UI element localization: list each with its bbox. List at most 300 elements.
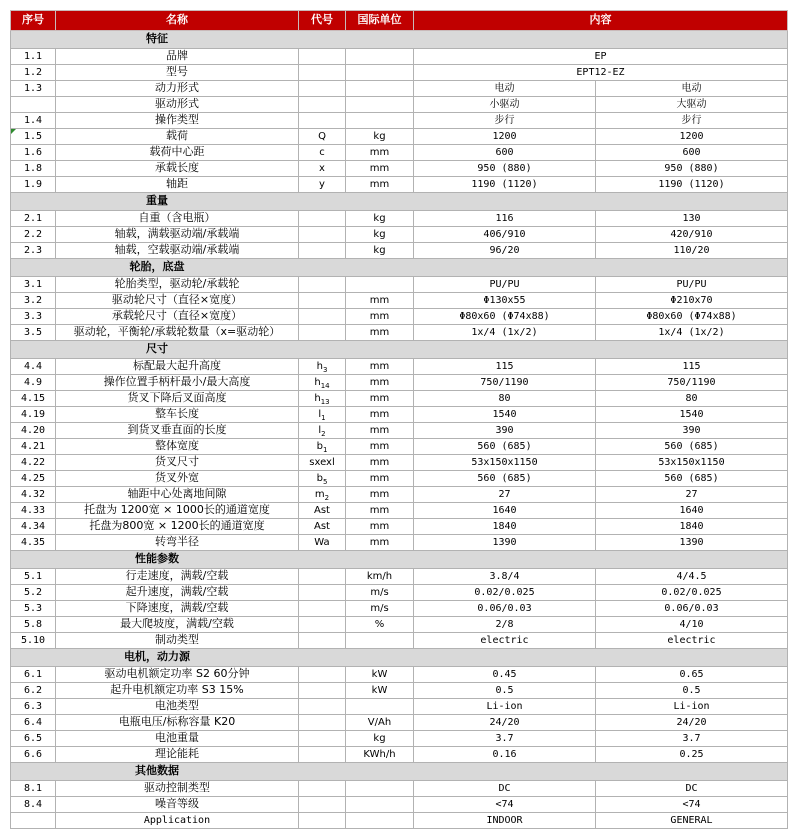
- cell-value-1: 0.06/0.03: [414, 601, 596, 617]
- cell-unit: [346, 49, 414, 65]
- cell-value-1: Li-ion: [414, 699, 596, 715]
- section-title-cell: [11, 193, 788, 211]
- cell-unit: mm: [346, 177, 414, 193]
- cell-value-2: 24/20: [596, 715, 788, 731]
- cell-code: [299, 797, 346, 813]
- cell-no: 4.9: [11, 375, 56, 391]
- cell-no: [11, 813, 56, 829]
- cell-unit: m/s: [346, 601, 414, 617]
- cell-no: 3.5: [11, 325, 56, 341]
- cell-no: 1.8: [11, 161, 56, 177]
- section-row: [11, 193, 788, 211]
- cell-value-1: Φ80x60 (Φ74x88): [414, 309, 596, 325]
- table-row: [11, 455, 788, 471]
- cell-code: [299, 601, 346, 617]
- cell-unit: %: [346, 617, 414, 633]
- table-row: [11, 423, 788, 439]
- table-row: [11, 715, 788, 731]
- cell-name: 整车长度: [56, 407, 299, 423]
- cell-value-1: 3.8/4: [414, 569, 596, 585]
- cell-code: [299, 391, 346, 407]
- cell-value-1: 80: [414, 391, 596, 407]
- cell-code: [299, 439, 346, 455]
- cell-value-1: 1200: [414, 129, 596, 145]
- cell-value-2: 1390: [596, 535, 788, 551]
- table-row: [11, 471, 788, 487]
- cell-name: 承载长度: [56, 161, 299, 177]
- cell-unit: [346, 97, 414, 113]
- cell-name: 理论能耗: [56, 747, 299, 763]
- cell-unit: kg: [346, 243, 414, 259]
- cell-name: 驱动形式: [56, 97, 299, 113]
- cell-no: 2.2: [11, 227, 56, 243]
- cell-unit: kW: [346, 683, 414, 699]
- cell-no: [11, 97, 56, 113]
- cell-no: 6.2: [11, 683, 56, 699]
- table-row: [11, 211, 788, 227]
- cell-value-2: 950 (880): [596, 161, 788, 177]
- cell-unit: m/s: [346, 585, 414, 601]
- cell-code: [299, 471, 346, 487]
- cell-code: [299, 49, 346, 65]
- cell-name: Application: [56, 813, 299, 829]
- cell-value-1: 24/20: [414, 715, 596, 731]
- table-row: [11, 391, 788, 407]
- cell-value-1: 2/8: [414, 617, 596, 633]
- cell-value-1: 0.45: [414, 667, 596, 683]
- cell-value-1: 96/20: [414, 243, 596, 259]
- cell-code: [299, 715, 346, 731]
- table-row: [11, 667, 788, 683]
- cell-value-2: 大驱动: [596, 97, 788, 113]
- cell-code: [299, 113, 346, 129]
- cell-code: [299, 81, 346, 97]
- cell-unit: mm: [346, 455, 414, 471]
- cell-unit: mm: [346, 503, 414, 519]
- cell-code: [299, 487, 346, 503]
- cell-value-2: 750/1190: [596, 375, 788, 391]
- cell-no: 4.20: [11, 423, 56, 439]
- cell-value-2: 1x/4 (1x/2): [596, 325, 788, 341]
- cell-value-2: Φ80x60 (Φ74x88): [596, 309, 788, 325]
- table-row: [11, 359, 788, 375]
- cell-no: 2.3: [11, 243, 56, 259]
- cell-name: 驱动控制类型: [56, 781, 299, 797]
- cell-value-2: 1640: [596, 503, 788, 519]
- cell-unit: mm: [346, 309, 414, 325]
- cell-unit: V/Ah: [346, 715, 414, 731]
- cell-value-merged: EPT12-EZ: [414, 65, 788, 81]
- cell-value-1: 600: [414, 145, 596, 161]
- cell-value-1: 560 (685): [414, 439, 596, 455]
- cell-value-2: 电动: [596, 81, 788, 97]
- cell-no: 8.4: [11, 797, 56, 813]
- cell-unit: [346, 81, 414, 97]
- cell-unit: [346, 699, 414, 715]
- cell-value-1: PU/PU: [414, 277, 596, 293]
- cell-name: 自重（含电瓶）: [56, 211, 299, 227]
- cell-no: 3.2: [11, 293, 56, 309]
- cell-name: 托盘为 1200宽 × 1000长的通道宽度: [56, 503, 299, 519]
- cell-value-1: 步行: [414, 113, 596, 129]
- cell-no: 4.33: [11, 503, 56, 519]
- section-title: 其他数据: [135, 764, 179, 778]
- cell-value-2: 110/20: [596, 243, 788, 259]
- cell-code: [299, 683, 346, 699]
- cell-value-1: 1840: [414, 519, 596, 535]
- table-row: [11, 633, 788, 649]
- cell-value-2: 0.25: [596, 747, 788, 763]
- cell-unit: mm: [346, 375, 414, 391]
- cell-value-2: 4/10: [596, 617, 788, 633]
- table-row: [11, 487, 788, 503]
- table-row: [11, 699, 788, 715]
- cell-no: 6.1: [11, 667, 56, 683]
- cell-code: [299, 569, 346, 585]
- cell-unit: mm: [346, 359, 414, 375]
- cell-name: 轴距中心处离地间隙: [56, 487, 299, 503]
- table-row: [11, 97, 788, 113]
- header-no: 序号: [11, 11, 56, 31]
- cell-no: 1.9: [11, 177, 56, 193]
- cell-no: 6.3: [11, 699, 56, 715]
- cell-code: [299, 585, 346, 601]
- table-row: [11, 617, 788, 633]
- table-row: [11, 375, 788, 391]
- cell-unit: mm: [346, 161, 414, 177]
- section-row: [11, 551, 788, 569]
- table-row: [11, 145, 788, 161]
- cell-name: 驱动轮尺寸（直径×宽度）: [56, 293, 299, 309]
- cell-code: [299, 325, 346, 341]
- section-title-cell: [11, 763, 788, 781]
- code-subscript: 14: [320, 381, 330, 390]
- code-subscript: 1: [322, 445, 328, 454]
- cell-value-2: 1840: [596, 519, 788, 535]
- cell-name: 型号: [56, 65, 299, 81]
- cell-value-2: 0.06/0.03: [596, 601, 788, 617]
- table-row: [11, 161, 788, 177]
- cell-code: [299, 747, 346, 763]
- cell-value-2: 0.5: [596, 683, 788, 699]
- cell-value-2: 560 (685): [596, 471, 788, 487]
- cell-no: 1.2: [11, 65, 56, 81]
- cell-code: [299, 65, 346, 81]
- section-title-cell: [11, 31, 788, 49]
- cell-name: 操作类型: [56, 113, 299, 129]
- cell-value-2: GENERAL: [596, 813, 788, 829]
- cell-value-2: 0.65: [596, 667, 788, 683]
- cell-no: 4.4: [11, 359, 56, 375]
- cell-value-2: 420/910: [596, 227, 788, 243]
- cell-code: [299, 781, 346, 797]
- cell-value-1: 950 (880): [414, 161, 596, 177]
- cell-code: [299, 97, 346, 113]
- cell-name: 驱动轮，平衡轮/承载轮数量（x=驱动轮）: [56, 325, 299, 341]
- section-row: [11, 649, 788, 667]
- cell-unit: kg: [346, 211, 414, 227]
- cell-unit: mm: [346, 391, 414, 407]
- section-row: [11, 763, 788, 781]
- cell-name: 电瓶电压/标称容量 K20: [56, 715, 299, 731]
- code-base: h: [314, 392, 321, 404]
- cell-value-1: 小驱动: [414, 97, 596, 113]
- table-row: [11, 227, 788, 243]
- spec-table: [10, 10, 788, 829]
- table-row: [11, 113, 788, 129]
- cell-name: 轴载，空载驱动端/承载端: [56, 243, 299, 259]
- cell-value-2: 130: [596, 211, 788, 227]
- code-base: h: [314, 376, 321, 388]
- cell-name: 标配最大起升高度: [56, 359, 299, 375]
- cell-value-2: 1540: [596, 407, 788, 423]
- cell-no: 4.21: [11, 439, 56, 455]
- cell-value-2: 27: [596, 487, 788, 503]
- cell-value-2: 390: [596, 423, 788, 439]
- cell-code: [299, 277, 346, 293]
- cell-unit: mm: [346, 519, 414, 535]
- cell-name: 货叉外宽: [56, 471, 299, 487]
- cell-value-1: 560 (685): [414, 471, 596, 487]
- cell-name: 起升速度，满载/空载: [56, 585, 299, 601]
- cell-unit: mm: [346, 471, 414, 487]
- cell-code: [299, 293, 346, 309]
- cell-name: 轴距: [56, 177, 299, 193]
- table-row: [11, 747, 788, 763]
- cell-value-1: Φ130x55: [414, 293, 596, 309]
- code-base: b: [316, 472, 323, 484]
- table-row: [11, 177, 788, 193]
- cell-name: 品牌: [56, 49, 299, 65]
- cell-value-1: INDOOR: [414, 813, 596, 829]
- cell-no: 4.35: [11, 535, 56, 551]
- cell-unit: mm: [346, 535, 414, 551]
- table-row: [11, 407, 788, 423]
- table-row: [11, 813, 788, 829]
- cell-name: 轮胎类型，驱动轮/承载轮: [56, 277, 299, 293]
- cell-no: 1.3: [11, 81, 56, 97]
- cell-name: 行走速度，满载/空载: [56, 569, 299, 585]
- code-base: h: [316, 360, 323, 372]
- cell-code: [299, 617, 346, 633]
- cell-value-1: 电动: [414, 81, 596, 97]
- table-row: [11, 797, 788, 813]
- code-subscript: 5: [322, 477, 328, 486]
- cell-name: 货叉尺寸: [56, 455, 299, 471]
- section-title: 尺寸: [146, 342, 168, 356]
- table-row: [11, 439, 788, 455]
- cell-no: 1.6: [11, 145, 56, 161]
- cell-value-2: 0.02/0.025: [596, 585, 788, 601]
- cell-value-1: <74: [414, 797, 596, 813]
- cell-value-2: electric: [596, 633, 788, 649]
- cell-value-1: 750/1190: [414, 375, 596, 391]
- cell-code: [299, 375, 346, 391]
- cell-name: 制动类型: [56, 633, 299, 649]
- cell-no: 1.4: [11, 113, 56, 129]
- cell-code: [299, 699, 346, 715]
- section-title-cell: [11, 259, 788, 277]
- table-row: [11, 129, 788, 145]
- cell-value-2: 1200: [596, 129, 788, 145]
- cell-unit: kg: [346, 129, 414, 145]
- cell-no: 4.22: [11, 455, 56, 471]
- cell-code: sxexl: [299, 455, 346, 471]
- cell-no: 4.15: [11, 391, 56, 407]
- cell-unit: kg: [346, 731, 414, 747]
- section-title: 轮胎，底盘: [129, 260, 185, 274]
- cell-code: x: [299, 161, 346, 177]
- cell-code: [299, 423, 346, 439]
- cell-unit: kW: [346, 667, 414, 683]
- cell-value-2: PU/PU: [596, 277, 788, 293]
- cell-value-1: 1190 (1120): [414, 177, 596, 193]
- section-title: 特征: [146, 32, 168, 46]
- cell-unit: [346, 813, 414, 829]
- cell-value-1: 1640: [414, 503, 596, 519]
- cell-unit: mm: [346, 487, 414, 503]
- cell-value-2: 1190 (1120): [596, 177, 788, 193]
- cell-value-2: 80: [596, 391, 788, 407]
- section-title-cell: [11, 551, 788, 569]
- cell-no: 6.5: [11, 731, 56, 747]
- cell-unit: [346, 277, 414, 293]
- table-row: [11, 277, 788, 293]
- section-title-cell: [11, 649, 788, 667]
- cell-unit: [346, 113, 414, 129]
- cell-value-1: 406/910: [414, 227, 596, 243]
- cell-value-1: 115: [414, 359, 596, 375]
- cell-code: [299, 731, 346, 747]
- cell-no: 8.1: [11, 781, 56, 797]
- table-header-row: [11, 11, 788, 31]
- cell-value-2: 53x150x1150: [596, 455, 788, 471]
- code-base: m: [314, 488, 325, 500]
- cell-no: 4.25: [11, 471, 56, 487]
- cell-unit: mm: [346, 407, 414, 423]
- cell-no: 5.1: [11, 569, 56, 585]
- cell-name: 整体宽度: [56, 439, 299, 455]
- cell-code: y: [299, 177, 346, 193]
- table-row: [11, 49, 788, 65]
- cell-name: 动力形式: [56, 81, 299, 97]
- code-base: b: [316, 440, 323, 452]
- header-unit: 国际单位: [346, 11, 414, 31]
- code-base: l: [318, 424, 322, 436]
- cell-unit: KWh/h: [346, 747, 414, 763]
- table-row: [11, 569, 788, 585]
- cell-value-2: 600: [596, 145, 788, 161]
- section-title: 性能参数: [135, 552, 179, 566]
- code-subscript: 1: [321, 413, 326, 422]
- cell-value-1: 0.5: [414, 683, 596, 699]
- cell-no: 5.10: [11, 633, 56, 649]
- section-title: 重量: [146, 194, 168, 208]
- cell-value-2: Li-ion: [596, 699, 788, 715]
- cell-name: 电池类型: [56, 699, 299, 715]
- cell-value-2: Φ210x70: [596, 293, 788, 309]
- table-row: [11, 65, 788, 81]
- cell-unit: [346, 633, 414, 649]
- cell-no: 1.1: [11, 49, 56, 65]
- cell-value-2: DC: [596, 781, 788, 797]
- cell-unit: mm: [346, 293, 414, 309]
- cell-code: [299, 243, 346, 259]
- cell-value-2: 3.7: [596, 731, 788, 747]
- cell-value-1: 53x150x1150: [414, 455, 596, 471]
- table-row: [11, 243, 788, 259]
- cell-no: 5.8: [11, 617, 56, 633]
- cell-value-2: <74: [596, 797, 788, 813]
- section-row: [11, 259, 788, 277]
- table-row: [11, 535, 788, 551]
- table-row: [11, 781, 788, 797]
- cell-value-2: 步行: [596, 113, 788, 129]
- cell-name: 噪音等级: [56, 797, 299, 813]
- cell-name: 托盘为800宽 × 1200长的通道宽度: [56, 519, 299, 535]
- section-row: [11, 341, 788, 359]
- cell-name: 到货叉垂直面的长度: [56, 423, 299, 439]
- cell-code: [299, 407, 346, 423]
- cell-no: 5.3: [11, 601, 56, 617]
- cell-code: [299, 211, 346, 227]
- cell-unit: kg: [346, 227, 414, 243]
- cell-value-1: DC: [414, 781, 596, 797]
- table-row: [11, 585, 788, 601]
- cell-no: 2.1: [11, 211, 56, 227]
- cell-no: 3.1: [11, 277, 56, 293]
- section-title: 电机，动力源: [124, 650, 190, 664]
- cell-value-1: electric: [414, 633, 596, 649]
- cell-code: [299, 227, 346, 243]
- cell-value-1: 1x/4 (1x/2): [414, 325, 596, 341]
- cell-code: [299, 359, 346, 375]
- cell-name: 操作位置手柄杆最小/最大高度: [56, 375, 299, 391]
- cell-no: 5.2: [11, 585, 56, 601]
- cell-value-1: 0.02/0.025: [414, 585, 596, 601]
- table-row: [11, 731, 788, 747]
- cell-value-merged: EP: [414, 49, 788, 65]
- cell-name: 电池重量: [56, 731, 299, 747]
- cell-code: [299, 667, 346, 683]
- cell-value-2: 4/4.5: [596, 569, 788, 585]
- cell-name: 载荷中心距: [56, 145, 299, 161]
- table-row: [11, 325, 788, 341]
- header-name: 名称: [56, 11, 299, 31]
- cell-unit: mm: [346, 325, 414, 341]
- cell-code: Ast: [299, 519, 346, 535]
- cell-no: 1.5: [11, 129, 56, 145]
- section-row: [11, 31, 788, 49]
- table-row: [11, 81, 788, 97]
- code-base: l: [318, 408, 322, 420]
- cell-name: 最大爬坡度，满载/空载: [56, 617, 299, 633]
- cell-unit: [346, 781, 414, 797]
- cell-code: c: [299, 145, 346, 161]
- cell-no: 6.6: [11, 747, 56, 763]
- cell-unit: [346, 797, 414, 813]
- cell-value-1: 116: [414, 211, 596, 227]
- cell-no: 4.34: [11, 519, 56, 535]
- cell-code: Q: [299, 129, 346, 145]
- cell-no: 4.19: [11, 407, 56, 423]
- cell-name: 轴载，满载驱动端/承载端: [56, 227, 299, 243]
- code-subscript: 2: [324, 493, 330, 502]
- cell-name: 下降速度，满载/空载: [56, 601, 299, 617]
- table-row: [11, 601, 788, 617]
- table-row: [11, 309, 788, 325]
- cell-value-1: 390: [414, 423, 596, 439]
